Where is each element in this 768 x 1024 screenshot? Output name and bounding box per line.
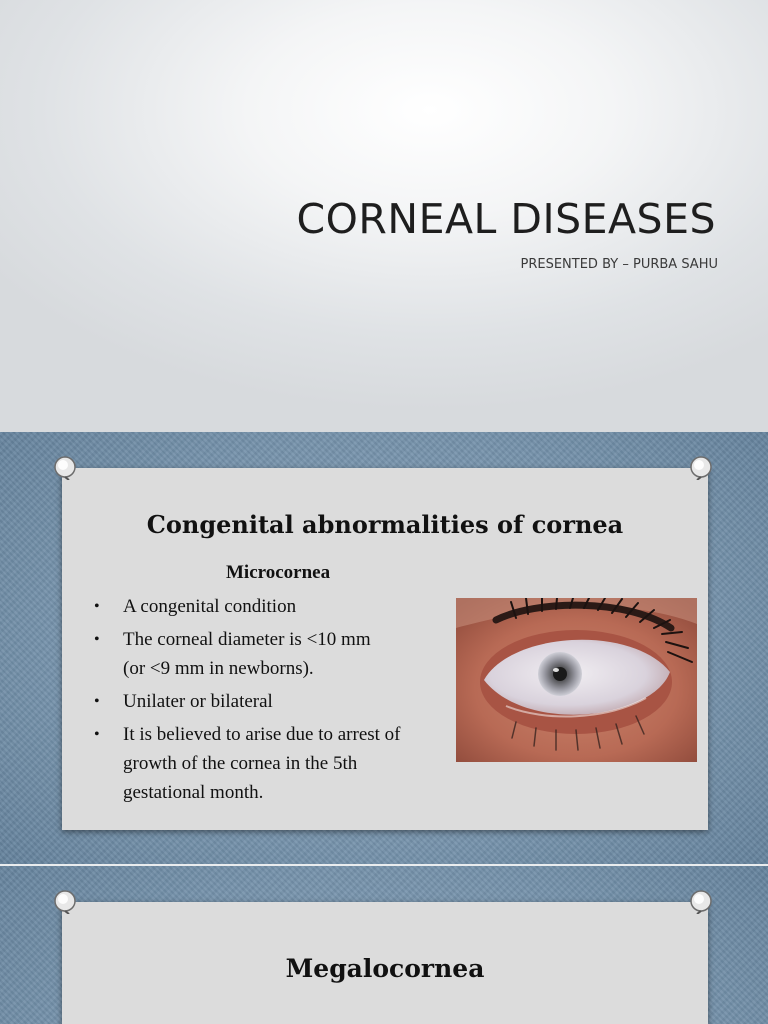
- bullet-symbol: •: [94, 598, 100, 615]
- presentation-title: CORNEAL DISEASES: [296, 195, 716, 243]
- bullet-symbol: •: [94, 693, 100, 710]
- bullet-list: [90, 592, 460, 811]
- bullet-item: [90, 625, 460, 683]
- slide-card: [62, 468, 708, 830]
- bullet-text: growth of the cornea in the 5th: [123, 753, 358, 774]
- slide-heading: Megalocornea: [285, 954, 485, 983]
- presenter-line: PRESENTED BY – PURBA SAHU: [520, 257, 718, 272]
- pushpin-icon: [688, 454, 714, 480]
- bullet-item: [90, 592, 460, 621]
- bullet-text: (or <9 mm in newborns).: [123, 658, 314, 679]
- bullet-symbol: •: [94, 631, 100, 648]
- bullet-item: [90, 687, 460, 716]
- bullet-item: [90, 720, 460, 807]
- slide-subheading: Microcornea: [226, 562, 331, 583]
- pushpin-icon: [52, 454, 78, 480]
- slide-card: [62, 902, 708, 1024]
- megalocornea-slide: [0, 866, 768, 1024]
- pushpin-icon: [52, 888, 78, 914]
- bullet-text: gestational month.: [123, 782, 264, 803]
- eye-illustration: [456, 598, 697, 762]
- slide-heading: Congenital abnormalities of cornea: [146, 510, 624, 539]
- pushpin-icon: [688, 888, 714, 914]
- title-slide: [0, 0, 768, 432]
- bullet-text: A congenital condition: [123, 596, 297, 617]
- microcornea-eye-photo: [456, 598, 697, 762]
- bullet-text: The corneal diameter is <10 mm: [123, 629, 371, 650]
- bullet-symbol: •: [94, 726, 100, 743]
- bullet-text: Unilater or bilateral: [123, 691, 273, 712]
- microcornea-slide: [0, 432, 768, 864]
- bullet-text: It is believed to arise due to arrest of: [123, 724, 401, 745]
